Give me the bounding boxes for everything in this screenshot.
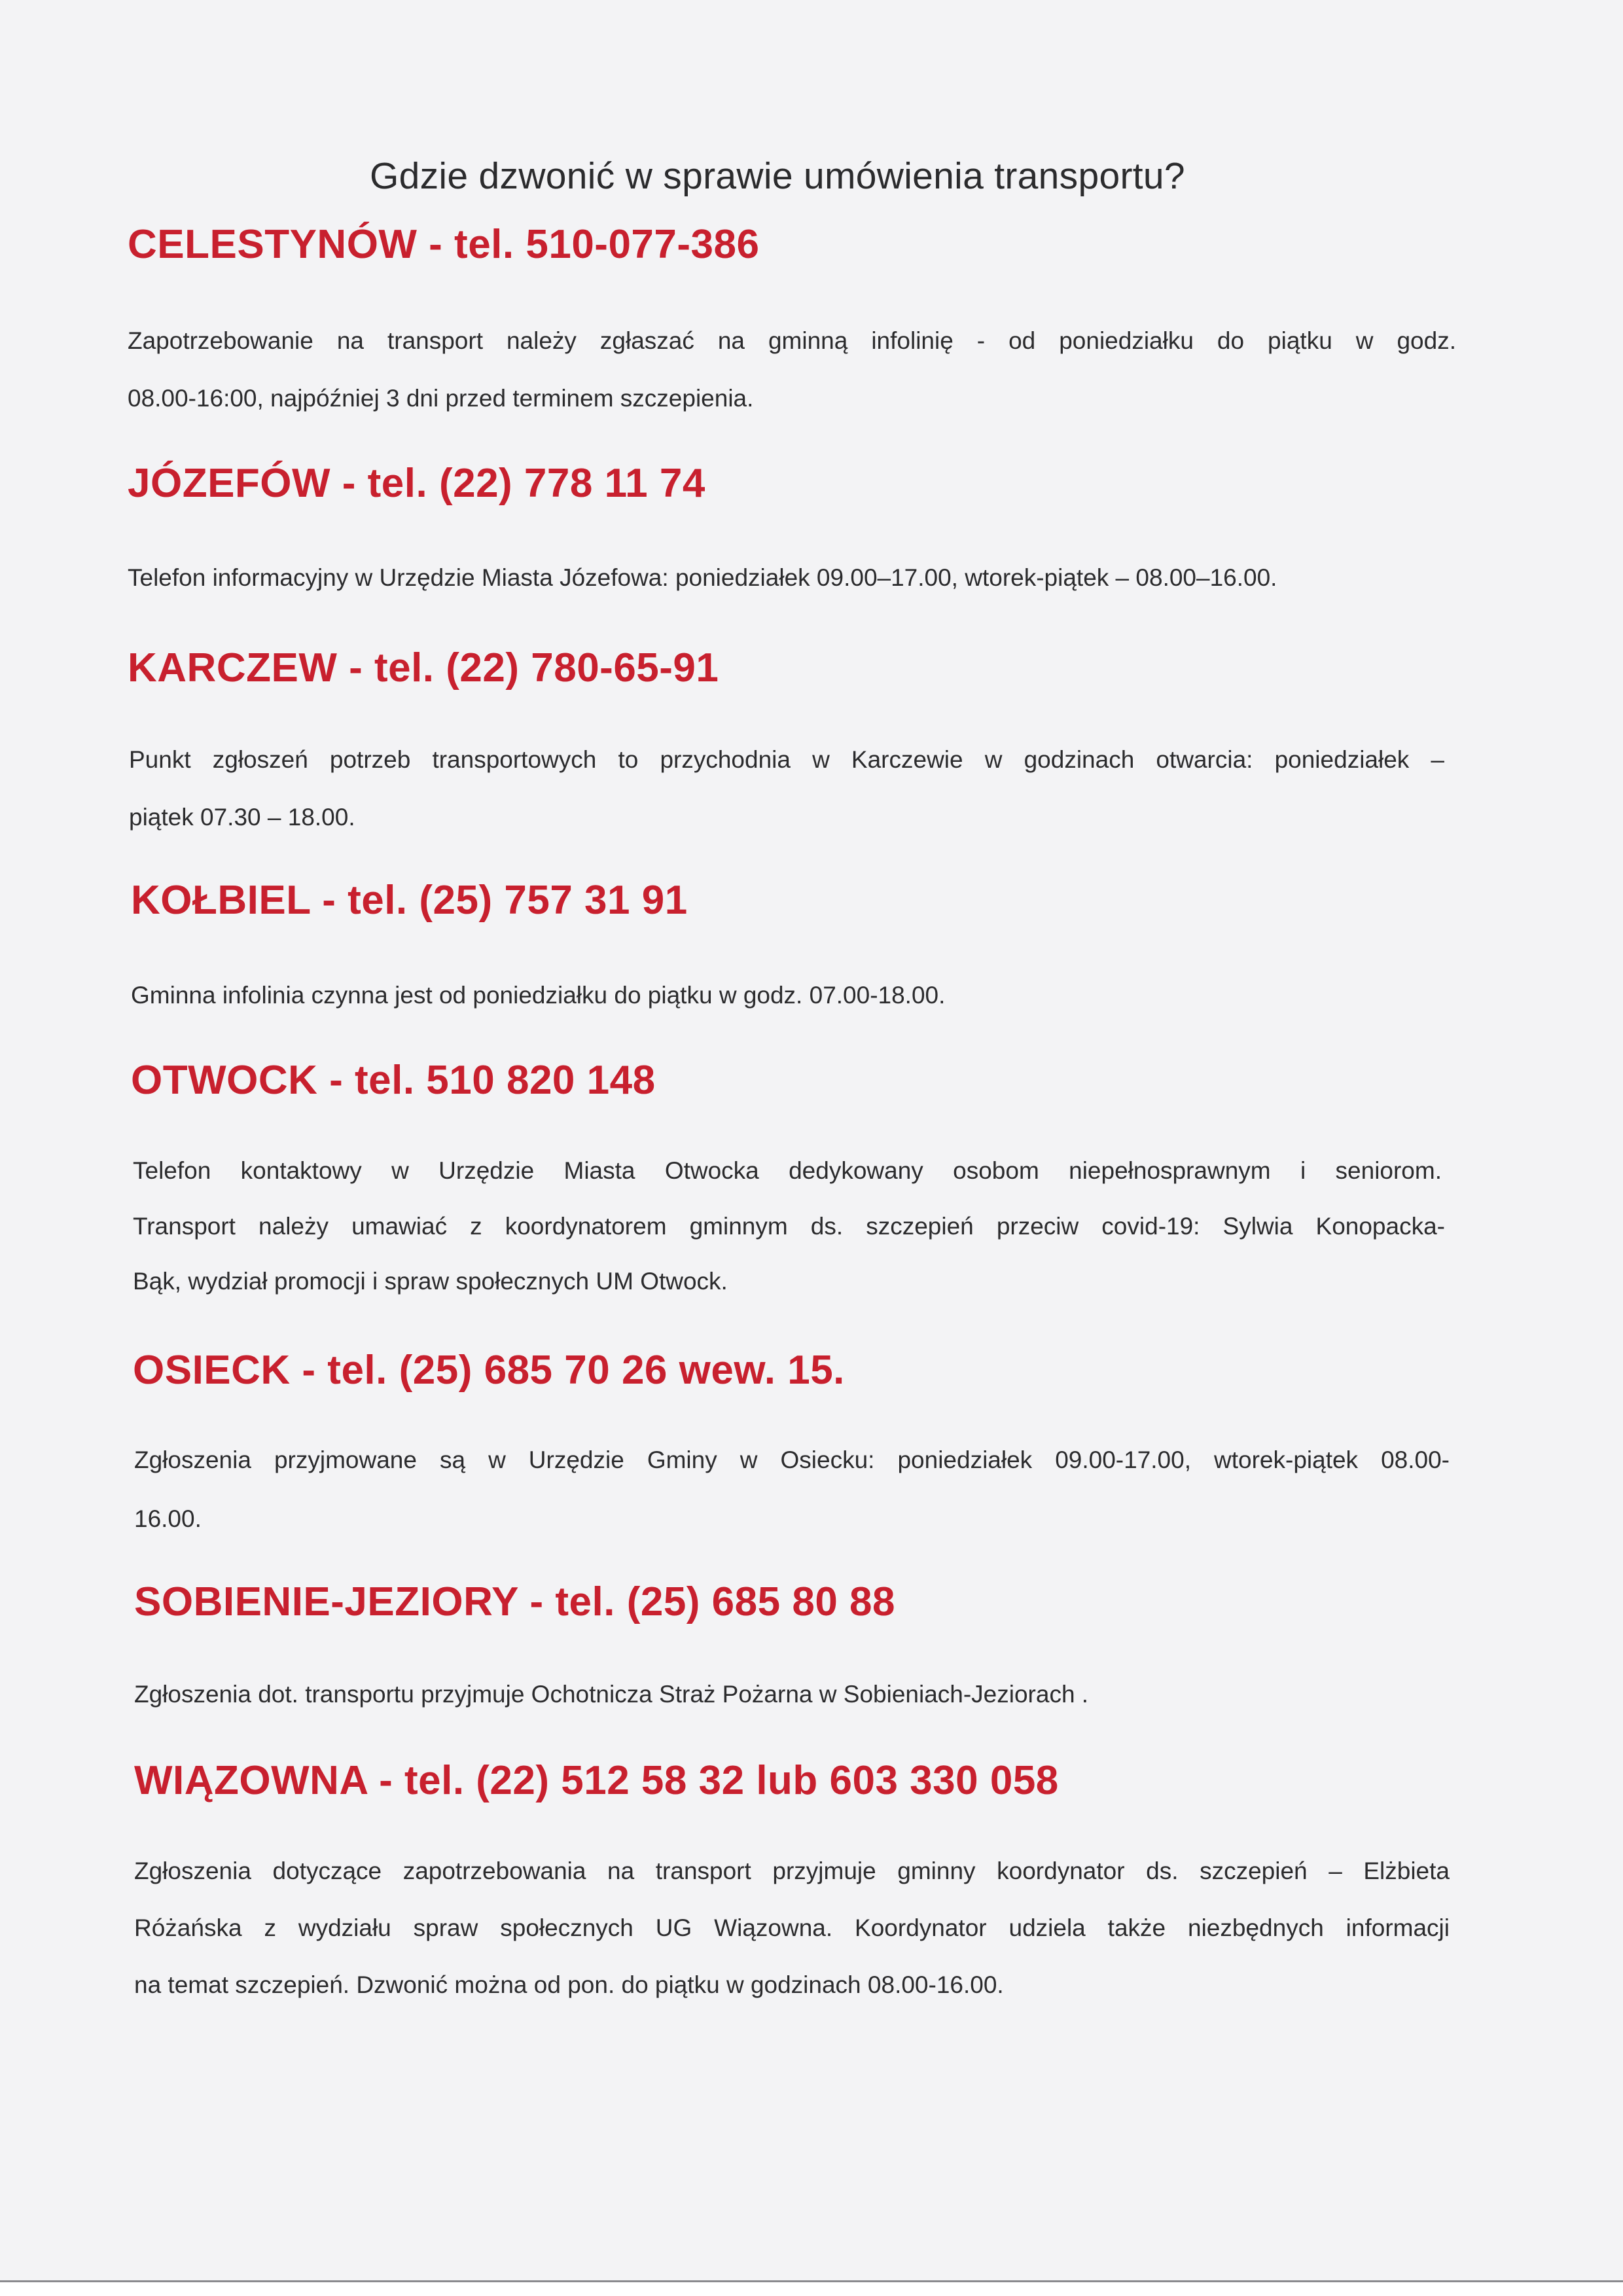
section-heading-jozefow: JÓZEFÓW - tel. (22) 778 11 74 [128,461,705,506]
section-text-wiazowna-line-1: Zgłoszenia dotyczące zapotrzebowania na transport przyjmuje gminny koordynator ds. szczepień – Elżbieta [134,1857,1450,1884]
section-text-osieck-line-1: Zgłoszenia przyjmowane są w Urzędzie Gminy w Osiecku: poniedziałek 09.00-17.00, wtorek-piątek 08.00- [134,1446,1450,1473]
section-text-celestynow-line-1: Zapotrzebowanie na transport należy zgłaszać na gminną infolinię - od poniedziałku do piątku w godz. [128,327,1456,354]
section-text-wiazowna-line-2: Różańska z wydziału spraw społecznych UG Wiązowna. Koordynator udziela także niezbędnych informacji [134,1914,1450,1941]
section-heading-karczew: KARCZEW - tel. (22) 780-65-91 [128,645,719,691]
section-text-karczew-line-2: piątek 07.30 – 18.00. [129,804,355,831]
section-text-sobienie-jeziory-line-1: Zgłoszenia dot. transportu przyjmuje Ochotnicza Straż Pożarna w Sobieniach-Jeziorach . [134,1681,1089,1708]
page-title: Gdzie dzwonić w sprawie umówienia transportu? [370,155,1185,197]
section-heading-wiazowna: WIĄZOWNA - tel. (22) 512 58 32 lub 603 330 058 [134,1758,1059,1803]
section-text-wiazowna-line-3: na temat szczepień. Dzwonić można od pon. do piątku w godzinach 08.00-16.00. [134,1971,1004,1998]
section-heading-otwock: OTWOCK - tel. 510 820 148 [131,1058,656,1103]
section-text-kolbiel-line-1: Gminna infolinia czynna jest od poniedziałku do piątku w godz. 07.00-18.00. [131,982,946,1009]
section-text-karczew-line-1: Punkt zgłoszeń potrzeb transportowych to przychodnia w Karczewie w godzinach otwarcia: poniedziałek – [129,746,1444,773]
section-text-celestynow-line-2: 08.00-16:00, najpóźniej 3 dni przed terminem szczepienia. [128,385,754,412]
section-heading-kolbiel: KOŁBIEL - tel. (25) 757 31 91 [131,878,688,923]
section-text-jozefow-line-1: Telefon informacyjny w Urzędzie Miasta Józefowa: poniedziałek 09.00–17.00, wtorek-piątek – 08.00–16.00. [128,564,1277,591]
section-heading-celestynow: CELESTYNÓW - tel. 510-077-386 [128,222,760,267]
section-heading-sobienie-jeziory: SOBIENIE-JEZIORY - tel. (25) 685 80 88 [134,1579,896,1624]
section-text-otwock-line-1: Telefon kontaktowy w Urzędzie Miasta Otwocka dedykowany osobom niepełnosprawnym i seniorom. [133,1157,1442,1184]
section-heading-osieck: OSIECK - tel. (25) 685 70 26 wew. 15. [133,1348,845,1393]
section-text-otwock-line-2: Transport należy umawiać z koordynatorem gminnym ds. szczepień przeciw covid-19: Sylwia Konopacka- [133,1213,1445,1240]
section-text-otwock-line-3: Bąk, wydział promocji i spraw społecznych UM Otwock. [133,1268,728,1295]
section-text-osieck-line-2: 16.00. [134,1505,202,1532]
